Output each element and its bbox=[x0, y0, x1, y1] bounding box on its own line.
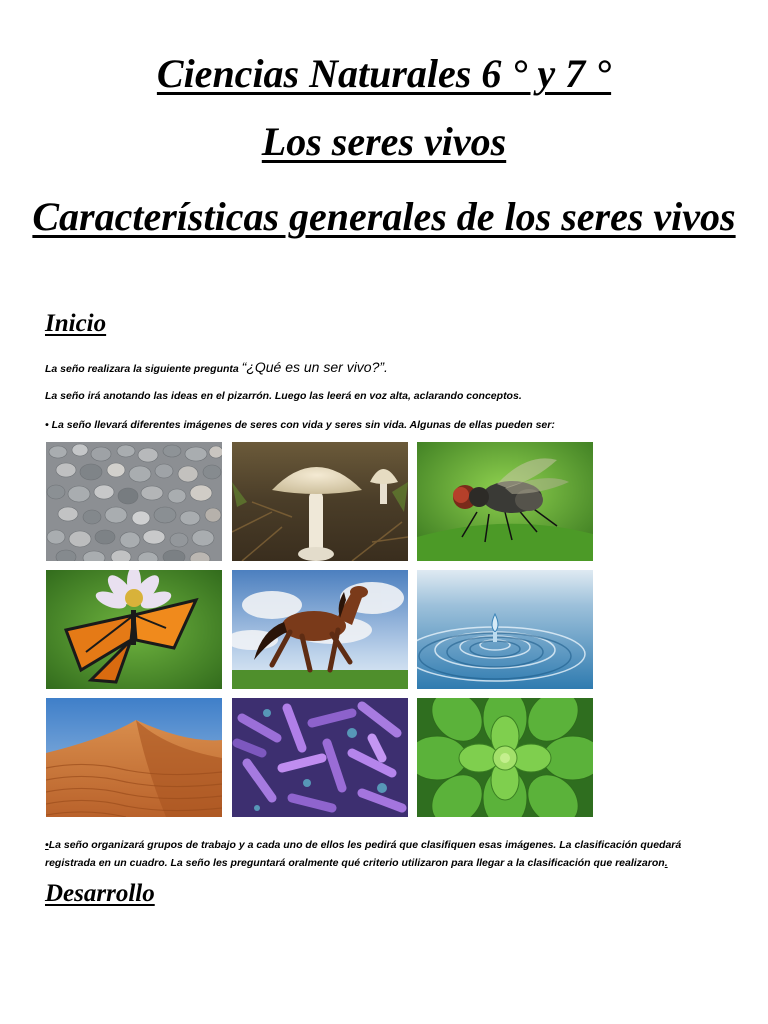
butterfly-image bbox=[46, 570, 222, 689]
paragraph-images: • La seño llevará diferentes imágenes de seres con vida y seres sin vida. Algunas de ellas pueden ser: bbox=[45, 419, 555, 431]
title-topic: Los seres vivos bbox=[261, 119, 507, 164]
paragraph-question bbox=[45, 358, 725, 378]
title-characteristics: Características generales de los seres vivos bbox=[32, 194, 736, 239]
heading-inicio: Inicio bbox=[45, 310, 107, 337]
pebbles-image bbox=[46, 442, 222, 561]
bullet: • bbox=[45, 839, 49, 851]
water-drop-image bbox=[417, 570, 593, 689]
heading-desarrollo: Desarrollo bbox=[45, 880, 155, 907]
paragraph-classification bbox=[45, 836, 725, 872]
mushroom-image bbox=[232, 442, 408, 561]
question-intro: La seño realizara la siguiente pregunta bbox=[45, 363, 239, 375]
desert-dunes-image bbox=[46, 698, 222, 817]
classification-end: . bbox=[664, 857, 668, 869]
paragraph-board: La seño irá anotando las ideas en el pizarrón. Luego las leerá en voz alta, aclarando conceptos. bbox=[45, 390, 522, 402]
image-grid bbox=[46, 442, 592, 818]
fly-image bbox=[417, 442, 593, 561]
succulent-plant-image bbox=[417, 698, 593, 817]
question-text: “¿Qué es un ser vivo?”. bbox=[241, 359, 388, 375]
bacteria-image bbox=[232, 698, 408, 817]
horse-image bbox=[232, 570, 408, 689]
classification-text: La seño organizará grupos de trabajo y a cada uno de ellos les pedirá que clasifiquen esas imágenes. La clasificación quedará registrada en un cuadro. La seño les preguntará oralmente qué criterio utilizaron para llegar a la clasificación que realizaron bbox=[45, 839, 682, 869]
title-subject: Ciencias Naturales 6 ° y 7 ° bbox=[156, 51, 612, 96]
